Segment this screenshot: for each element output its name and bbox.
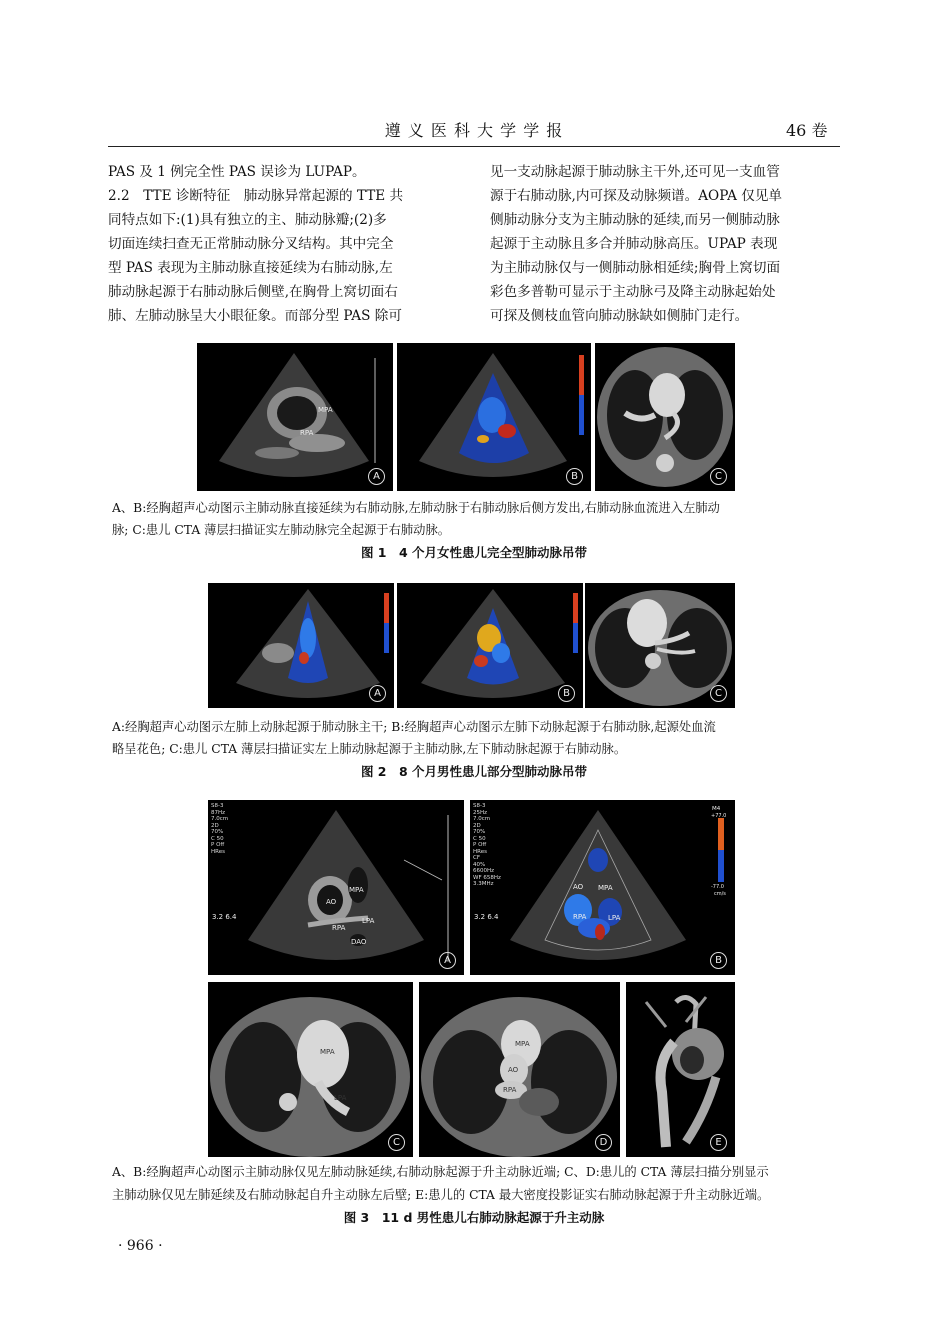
readout-line: 6600Hz (473, 868, 495, 874)
figure-caption: 主肺动脉仅见左肺延续及右肺动脉起自升主动脉左后壁; E:患儿的 CTA 最大密度投影证实右肺动脉起源于升主动脉近端。 (112, 1188, 770, 1202)
scan-readout (473, 803, 501, 888)
panel-label: B (710, 952, 727, 969)
readout-line: S8-3 (211, 803, 224, 809)
left-column (108, 160, 460, 328)
fig1-panel-c-cta (595, 343, 735, 491)
text-line: 肺、左肺动脉呈大小眼征象。而部分型 PAS 除可 (108, 308, 402, 324)
text-line: 起源于主动脉且多合并肺动脉高压。UPAP 表现 (490, 236, 778, 252)
colorbar-label: +77.0 (711, 813, 727, 819)
anatomy-label: RPA (300, 429, 314, 437)
readout-line: 70% (211, 829, 224, 835)
fig2-panel-c-cta (585, 583, 735, 708)
readout-line: 7.0cm (211, 816, 229, 822)
readout-line: HRes (473, 848, 487, 855)
text-line: 为主肺动脉仅与一侧肺动脉相延续;胸骨上窝切面 (490, 260, 781, 276)
readout-line: 25Hz (473, 809, 488, 816)
panel-label: C (710, 685, 727, 702)
panel-label: B (558, 685, 575, 702)
anatomy-label: DAO (351, 938, 367, 946)
text-line: 彩色多普勒可显示于主动脉弓及降主动脉起始处 (490, 284, 776, 300)
fig3-panel-e-mip (626, 982, 735, 1157)
readout-line: C 50 (473, 835, 486, 842)
fig3-panel-d-cta (419, 982, 620, 1157)
panel-label: B (566, 468, 583, 485)
figure-title: 图 1 4 个月女性患儿完全型肺动脉吊带 (360, 545, 588, 560)
readout-line: CF (473, 855, 481, 861)
readout-line: S8-3 (473, 803, 486, 809)
anatomy-label: RPA (332, 924, 346, 932)
depth-scale: 3.2 6.4 (212, 913, 237, 921)
fig3-panel-b-doppler (470, 800, 735, 975)
readout-line: 70% (473, 829, 486, 835)
right-column (490, 160, 842, 328)
panel-label: A (439, 952, 456, 969)
anatomy-label: MPA (349, 886, 364, 894)
anatomy-label: MPA (515, 1040, 530, 1048)
anatomy-label: AO (573, 883, 584, 891)
readout-line: 87Hz (211, 809, 226, 816)
volume-label: 46 卷 (786, 121, 828, 140)
anatomy-label: AO (508, 1066, 519, 1074)
depth-scale: 3.2 6.4 (474, 913, 499, 921)
readout-line: 3.3MHz (473, 881, 494, 887)
colorbar-label: -77.0 (711, 884, 724, 890)
text-line: 肺动脉起源于右肺动脉后侧壁,在胸骨上窝切面右 (108, 284, 398, 300)
fig2-panel-a-doppler (208, 583, 394, 708)
readout-line: 40% (473, 861, 486, 868)
panel-label: A (369, 685, 386, 702)
readout-line: 7.0cm (473, 816, 491, 822)
panel-label: E (710, 1134, 727, 1151)
anatomy-label: MPA (598, 884, 613, 892)
text-line: 同特点如下:(1)具有独立的主、肺动脉瓣;(2)多 (108, 212, 387, 228)
anatomy-label: AO (326, 898, 337, 906)
figure-caption: 略呈花色; C:患儿 CTA 薄层扫描证实左上肺动脉起源于主肺动脉,左下肺动脉起源于右肺动脉。 (112, 742, 627, 756)
figure-title: 图 2 8 个月男性患儿部分型肺动脉吊带 (360, 764, 588, 779)
fig3-panel-a-echo (208, 800, 464, 975)
readout-line: P Off (473, 842, 487, 848)
page-number: · 966 · (118, 1238, 163, 1254)
figure-caption: A:经胸超声心动图示左肺上动脉起源于肺动脉主干; B:经胸超声心动图示左肺下动脉起源于右肺动脉,起源处血流 (112, 720, 716, 734)
figure-caption: A、B:经胸超声心动图示主肺动脉仅见左肺动脉延续,右肺动脉起源于升主动脉近端; C、D:患儿的 CTA 薄层扫描分别显示 (112, 1165, 769, 1179)
colorbar-label: cm/s (714, 891, 726, 897)
text-line: 型 PAS 表现为主肺动脉直接延续为右肺动脉,左 (108, 260, 393, 276)
anatomy-label: MPA (320, 1048, 335, 1056)
text-line: 可探及侧枝血管向肺动脉缺如侧肺门走行。 (490, 308, 749, 324)
text-line: 切面连续扫查无正常肺动脉分叉结构。其中完全 (108, 236, 394, 252)
readout-line: WF 658Hz (473, 874, 501, 881)
text-line: 2.2 TTE 诊断特征 肺动脉异常起源的 TTE 共 (108, 188, 404, 204)
panel-label: C (388, 1134, 405, 1151)
anatomy-label: LPA (334, 1094, 347, 1102)
fig1-panel-a-echo (197, 343, 393, 491)
anatomy-label: RPA (503, 1086, 517, 1094)
text-line: PAS 及 1 例完全性 PAS 误诊为 LUPAP。 (108, 164, 366, 180)
text-line: 侧肺动脉分支为主肺动脉的延续,而另一侧肺动脉 (490, 212, 780, 228)
anatomy-label: LPA (362, 917, 375, 925)
panel-label: C (710, 468, 727, 485)
readout-line: C 50 (211, 835, 224, 842)
colorbar-label: M4 (712, 806, 721, 812)
figure-caption: 脉; C:患儿 CTA 薄层扫描证实左肺动脉完全起源于右肺动脉。 (112, 523, 451, 537)
fig3-panel-c-cta (208, 982, 413, 1157)
text-line: 见一支动脉起源于肺动脉主干外,还可见一支血管 (490, 164, 780, 180)
anatomy-label: RPA (573, 913, 587, 921)
readout-line: 2D (473, 822, 481, 829)
header-rule (108, 146, 840, 147)
readout-line: HRes (211, 848, 225, 855)
panel-label: D (595, 1134, 612, 1151)
anatomy-label: MPA (318, 406, 333, 414)
readout-line: 2D (211, 822, 219, 829)
fig2-panel-b-doppler (397, 583, 583, 708)
figure-caption: A、B:经胸超声心动图示主肺动脉直接延续为右肺动脉,左肺动脉于右肺动脉后侧方发出,右肺动脉血流进入左肺动 (112, 501, 720, 515)
journal-title: 遵 义 医 科 大 学 学 报 (384, 121, 564, 140)
panel-label: A (368, 468, 385, 485)
text-line: 源于右肺动脉,内可探及动脉频谱。AOPA 仅见单 (490, 188, 783, 204)
readout-line: P Off (211, 842, 225, 848)
scan-readout (211, 803, 228, 855)
anatomy-label: LPA (608, 914, 621, 922)
fig1-panel-b-doppler (397, 343, 591, 491)
figure-title: 图 3 11 d 男性患儿右肺动脉起源于升主动脉 (343, 1210, 605, 1225)
